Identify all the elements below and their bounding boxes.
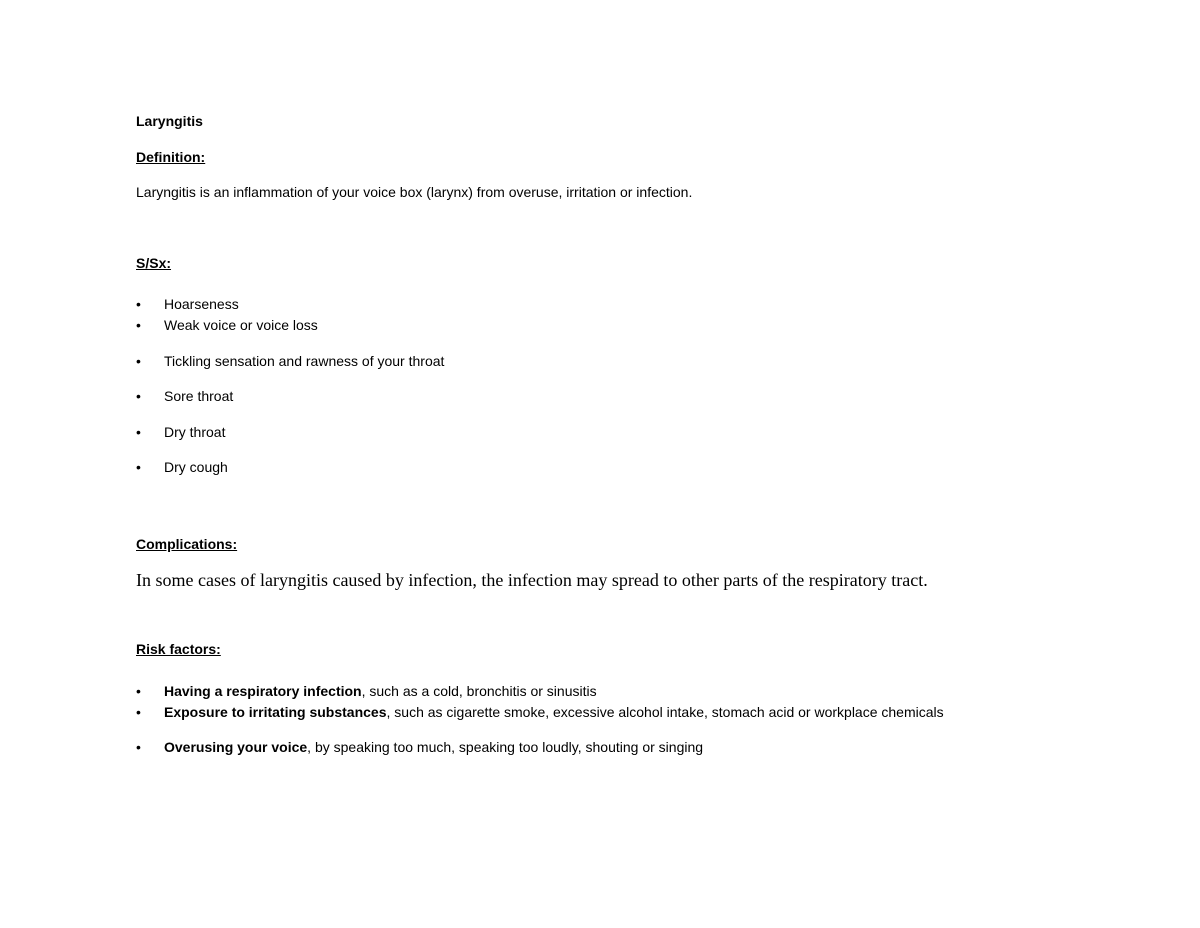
definition-text: Laryngitis is an inflammation of your voice box (larynx) from overuse, irritation or infection. [136, 184, 693, 200]
symptoms-heading: S/Sx: [136, 255, 172, 271]
bullet-icon: • [136, 704, 141, 720]
risk-factors-heading: Risk factors: [136, 641, 221, 657]
definition-heading: Definition: [136, 149, 206, 165]
list-item [136, 703, 944, 721]
list-item [136, 352, 444, 370]
list-item [136, 295, 239, 313]
risk-factor-bold: Exposure to irritating substances [164, 704, 387, 720]
bullet-icon: • [136, 388, 141, 404]
symptom-text: Dry throat [164, 424, 226, 440]
bullet-icon: • [136, 296, 141, 312]
bullet-icon: • [136, 459, 141, 475]
bullet-icon: • [136, 353, 141, 369]
bullet-icon: • [136, 424, 141, 440]
risk-factor-rest: , such as cigarette smoke, excessive alcohol intake, stomach acid or workplace chemicals [386, 704, 944, 720]
risk-factor-rest: , such as a cold, bronchitis or sinusitis [361, 683, 597, 699]
bullet-icon: • [136, 317, 141, 333]
complications-text: In some cases of laryngitis caused by infection, the infection may spread to other parts of the respiratory tract. [136, 570, 928, 590]
list-item [136, 738, 703, 756]
symptom-text: Sore throat [164, 388, 234, 404]
risk-factor-bold: Overusing your voice [164, 739, 308, 755]
symptom-text: Tickling sensation and rawness of your throat [164, 353, 445, 369]
list-item [136, 682, 597, 700]
risk-factor-rest: , by speaking too much, speaking too loudly, shouting or singing [307, 739, 704, 755]
symptom-text: Weak voice or voice loss [164, 317, 318, 333]
symptom-text: Dry cough [164, 459, 228, 475]
bullet-icon: • [136, 683, 141, 699]
list-item [136, 423, 225, 441]
list-item [136, 458, 228, 476]
bullet-icon: • [136, 739, 141, 755]
list-item [136, 387, 233, 405]
symptom-text: Hoarseness [164, 296, 239, 312]
document-title: Laryngitis [136, 113, 203, 129]
list-item [136, 316, 318, 334]
complications-heading: Complications: [136, 536, 238, 552]
risk-factor-bold: Having a respiratory infection [164, 683, 362, 699]
